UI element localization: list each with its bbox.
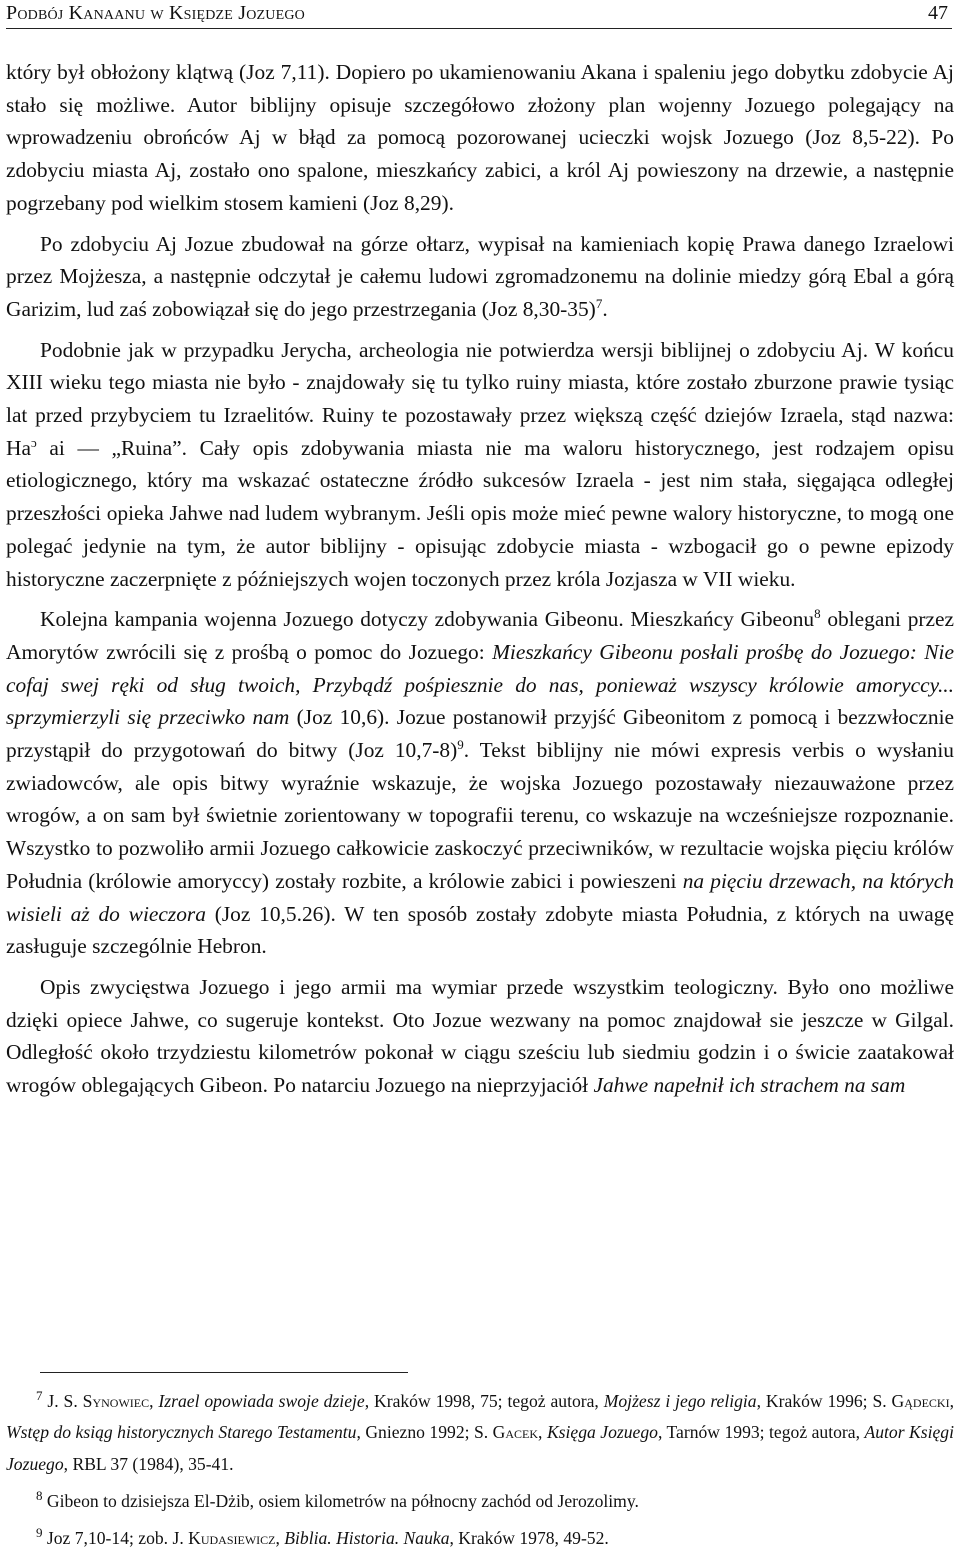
paragraph-2 xyxy=(6,228,954,326)
main-text xyxy=(6,56,954,1110)
running-title: Podbój Kanaanu w Księdze Jozuego xyxy=(6,2,305,24)
footnotes xyxy=(6,1386,954,1560)
footnote-7-title-5: Autor Księgi Jozuego xyxy=(6,1422,954,1474)
ayin-symbol: ɔ xyxy=(30,434,37,450)
paragraph-1-text: który był obłożony klątwą (Joz 7,11). Dopiero po ukamienowaniu Akana i spaleniu jego dobytku zdobycie Aj stało się możliwe. Autor biblijny opisuje szczegółowo złożony plan wojenny Jozuego polegający na wprowadzeniu obrońców Aj w błąd za pomocą pozorowanej ucieczki wojsk Jozuego (Joz 8,5-22). Po zdobyciu miasta Aj, zostało ono spalone, mieszkańcy zabici, a król Aj powieszony na drzewie, a następnie pogrzebany pod wielkim stosem kamieni (Joz 8,29). xyxy=(6,60,954,215)
paragraph-1 xyxy=(6,56,954,220)
running-header xyxy=(6,2,952,29)
paragraph-4-text-b: oblegani przez Amorytów zwrócili się z prośbą o pomoc do Jozuego: xyxy=(6,607,955,664)
paragraph-4-text-e: (Joz 10,5.26). W ten sposób zostały zdobyte miasta Południa, z których na uwagę zasługuje szczególnie Hebron. xyxy=(6,901,954,959)
footnote-7-text-d: , Gniezno 1992; S. xyxy=(356,1422,493,1443)
paragraph-4-text-d: . Tekst biblijny nie mówi expresis verbis o wysłaniu zwiadowców, ale opis bitwy wyraźnie wskazuje, że wojska Jozuego pozostawały niezauważone przez wrogów, a on sam był świetnie zorientowany w topografii terenu, co wskazuje na wcześniejsze rozpoznanie. Wszystko to pozwoliło armii Jozuego całkowicie zaskoczyć przeciwników, w rezultacie wojska pięciu królów Południa (królowie amoryccy) zostały rozbite, a królowie zabici i powieszeni xyxy=(6,738,954,893)
footnote-9-number: 9 xyxy=(36,1525,43,1541)
paragraph-3 xyxy=(6,334,954,596)
footnote-8 xyxy=(6,1486,954,1517)
footnote-9-title: Biblia. Historia. Nauka xyxy=(284,1528,450,1549)
footnote-7-author-2: Gądecki xyxy=(891,1391,950,1411)
footnote-ref-7[interactable]: 7 xyxy=(595,295,603,311)
footnote-7 xyxy=(6,1386,954,1480)
footnote-7-text-b: , Kraków 1998, 75; tegoż autora, xyxy=(364,1391,604,1411)
footnote-9-sep: , xyxy=(275,1528,285,1549)
footnote-7-text-f: , RBL 37 (1984), 35-41. xyxy=(63,1453,234,1474)
footnote-7-sep-3: , xyxy=(538,1422,547,1443)
paragraph-4-text-a: Kolejna kampania wojenna Jozuego dotyczy zdobywania Gibeonu. Mieszkańcy Gibeonu xyxy=(40,607,815,632)
footnote-9-text: Joz 7,10-14; zob. J. xyxy=(42,1528,189,1549)
footnote-7-text: J. S. xyxy=(42,1391,83,1411)
footnote-7-title-1: Izrael opowiada swoje dzieje xyxy=(158,1391,365,1411)
bible-quote-3: Jahwe napełnił ich strachem na sam xyxy=(593,1073,906,1098)
footnote-ref-9[interactable]: 9 xyxy=(457,736,464,752)
paragraph-4 xyxy=(6,603,954,963)
footnote-7-author-1: Synowiec xyxy=(82,1391,150,1411)
footnote-9-text-b: , Kraków 1978, 49-52. xyxy=(449,1528,609,1549)
footnote-7-text-e: , Tarnów 1993; tegoż autora, xyxy=(657,1422,865,1443)
paragraph-5-text: Opis zwycięstwa Jozuego i jego armii ma wymiar przede wszystkim teologiczny. Było ono możliwe dzięki opiece Jahwe, co sugeruje kontekst. Oto Jozue wezwany na pomoc znajdował sie jeszcze w Gilgal. Odległość około trzydziestu kilometrów pokonał w ciągu sześciu lub siedmiu godzin i o świcie zaatakował wrogów oblegających Gibeon. Po natarciu Jozuego na nieprzyjaciół xyxy=(6,974,954,1098)
footnote-7-title-4: Księga Jozuego xyxy=(546,1422,658,1443)
footnote-7-title-2: Mojżesz i jego religia xyxy=(603,1391,757,1411)
page-number: 47 xyxy=(928,2,948,24)
footnote-7-sep-2: , xyxy=(949,1391,954,1411)
footnote-separator xyxy=(40,1372,408,1373)
paragraph-4-text-c: (Joz 10,6). Jozue postanowił przyjść Gibeonitom z pomocą i bezzwłocznie przystąpił do przygotowań do bitwy (Joz 10,7-8) xyxy=(6,705,955,763)
footnote-7-author-3: Gacek xyxy=(492,1422,539,1443)
footnote-ref-8[interactable]: 8 xyxy=(814,606,821,622)
footnote-9-author: Kudasiewicz xyxy=(188,1528,276,1549)
paragraph-2-end: . xyxy=(602,296,608,321)
footnote-8-number: 8 xyxy=(36,1488,43,1504)
bible-quote-2: na pięciu drzewach, na których wisieli aż do wieczora xyxy=(6,868,954,926)
paragraph-3-text-a: Podobnie jak w przypadku Jerycha, archeologia nie potwierdza wersji biblijnej o zdobyciu Aj. W końcu XIII wieku tego miasta nie było - znajdowały się tu tylko ruiny miasta, które zostało zburzone prawie tysiąc lat przed przybyciem tu Izraelitów. Ruiny te pozostawały przez większą część dziejów Izraela, stąd nazwa: Ha xyxy=(6,337,954,460)
paragraph-5 xyxy=(6,971,954,1102)
footnote-7-text-c: , Kraków 1996; S. xyxy=(756,1391,892,1411)
footnote-7-sep-1: , xyxy=(149,1391,159,1411)
footnote-8-text: Gibeon to dzisiejsza El-Dżib, osiem kilometrów na północny zachód od Jerozolimy. xyxy=(42,1490,639,1511)
paragraph-3-text-b: ai — „Ruina”. Cały opis zdobywania miasta nie ma waloru historycznego, jest rodzajem opisu etiologicznego, który ma wskazać ostateczne źródło sukcesów Izraela - jest nim stała, sięgająca odległej przeszłości opieka Jahwe nad ludem wybranym. Jeśli opis może mieć pewne walory historyczne, to mogą one polegać jedynie na tym, że autor biblijny - opisując zdobycie miasta - wzbogacił go o pewne epizody historyczne zaczerpnięte z późniejszych wojen toczonych przez króla Jozjasza w VII wieku. xyxy=(6,435,954,591)
footnote-7-number: 7 xyxy=(36,1388,43,1404)
footnote-7-title-3: Wstęp do ksiąg historycznych Starego Testamentu xyxy=(6,1422,357,1443)
paragraph-2-text: Po zdobyciu Aj Jozue zbudował na górze ołtarz, wypisał na kamieniach kopię Prawa danego Izraelowi przez Mojżesza, a następnie odczytał je całemu ludowi zgromadzonemu na dolinie miedzy górą Ebal a górą Garizim, lud zaś zobowiązał się do jego przestrzegania (Joz 8,30-35) xyxy=(6,231,954,321)
bible-quote-1: Mieszkańcy Gibeonu posłali prośbę do Jozuego: Nie cofaj swej ręki od sług twoich, Przybądź pośpiesznie do nas, ponieważ wszyscy królowie amoryccy... sprzymierzyli się przeciwko nam xyxy=(6,639,954,730)
